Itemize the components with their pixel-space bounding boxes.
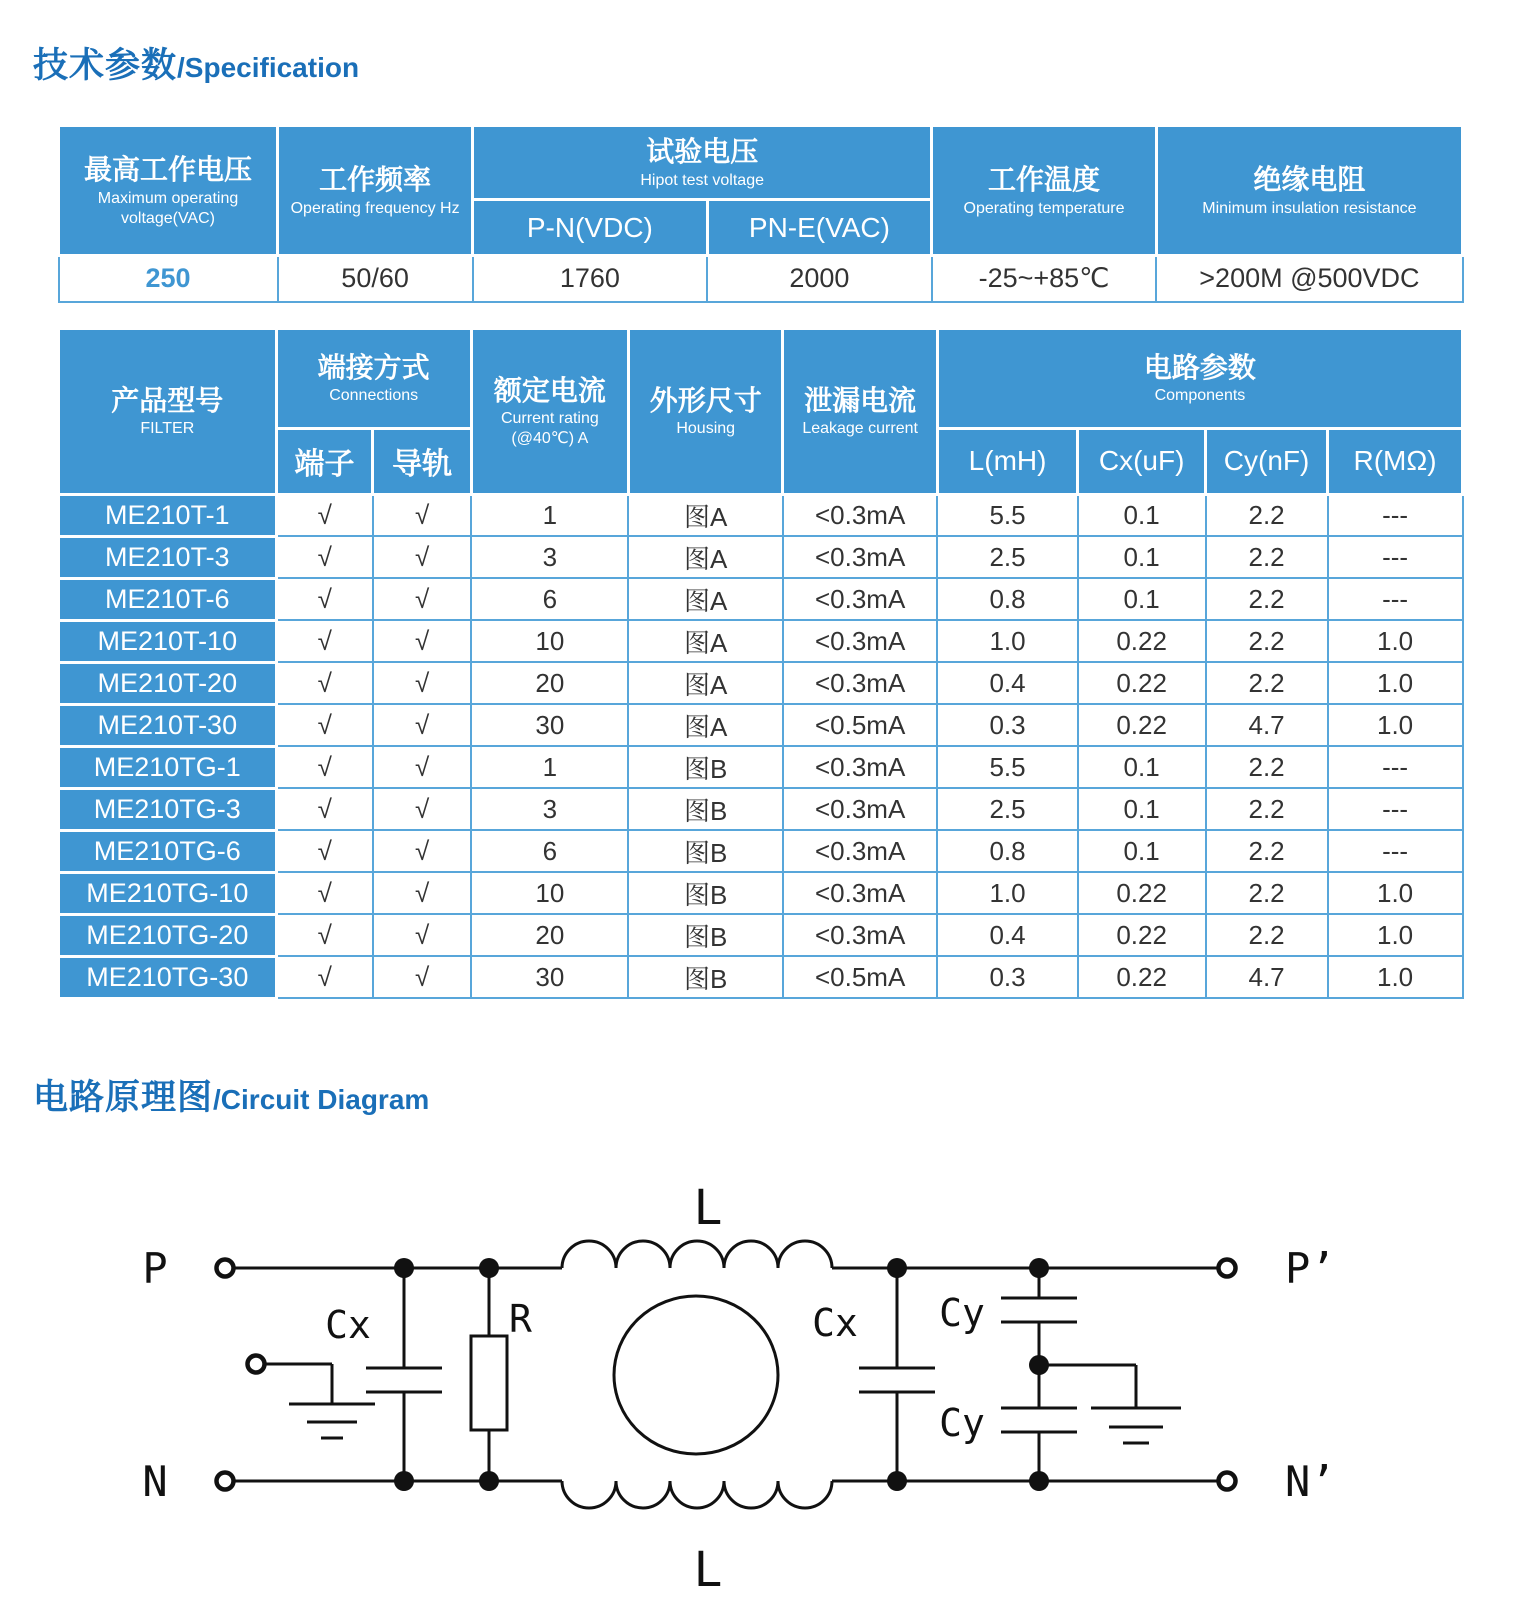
th-hipot-zh: 试验电压 — [646, 136, 759, 168]
terminal-n-out — [1219, 1472, 1236, 1489]
label-p-in: P — [142, 1243, 168, 1293]
cx-uf-cell: 0.22 — [1078, 872, 1206, 914]
l-mh-cell: 1.0 — [937, 872, 1077, 914]
terminal-check-cell: √ — [276, 536, 373, 578]
junction-dot — [1029, 1355, 1049, 1375]
leakage-current-cell: <0.3mA — [783, 830, 937, 872]
th-operating-temperature — [932, 126, 1157, 256]
model-name-cell: ME210T-20 — [59, 662, 277, 704]
l-mh-cell: 5.5 — [937, 494, 1077, 536]
model-table-row — [59, 830, 1463, 872]
junction-dot — [479, 1258, 499, 1278]
housing-cell: 图B — [628, 872, 782, 914]
circuit-title-zh: 电路原理图 — [33, 1077, 214, 1117]
terminal-p-out — [1219, 1259, 1236, 1276]
cx-uf-cell: 0.1 — [1078, 578, 1206, 620]
cx-uf-cell: 0.22 — [1078, 620, 1206, 662]
leakage-current-cell: <0.5mA — [783, 704, 937, 746]
model-table-row — [59, 578, 1463, 620]
model-name-cell: ME210TG-30 — [59, 956, 277, 998]
th-terminal: 端子 — [276, 428, 373, 494]
housing-cell: 图A — [628, 578, 782, 620]
junction-dot — [394, 1471, 414, 1491]
r-mohm-cell: --- — [1328, 536, 1463, 578]
label-cy-bottom: Cy — [939, 1400, 985, 1445]
inductor-top-coil — [562, 1241, 832, 1268]
inductor-bottom-coil — [562, 1481, 832, 1508]
current-rating-cell: 3 — [471, 788, 628, 830]
rail-check-cell: √ — [373, 704, 471, 746]
l-mh-cell: 1.0 — [937, 620, 1077, 662]
rail-check-cell: √ — [373, 620, 471, 662]
cx-uf-cell: 0.22 — [1078, 662, 1206, 704]
junction-dot — [1029, 1471, 1049, 1491]
r-mohm-cell: 1.0 — [1328, 872, 1463, 914]
label-r: R — [509, 1296, 532, 1341]
th-din-rail: 导轨 — [373, 428, 471, 494]
circuit-diagram — [60, 1146, 1521, 1600]
model-name-cell: ME210T-30 — [59, 704, 277, 746]
l-mh-cell: 0.3 — [937, 704, 1077, 746]
cx-uf-cell: 0.1 — [1078, 536, 1206, 578]
model-name-cell: ME210TG-3 — [59, 788, 277, 830]
model-name-cell: ME210T-3 — [59, 536, 277, 578]
th-temperature-en: Operating temperature — [963, 199, 1125, 217]
model-table-row — [59, 872, 1463, 914]
rail-check-cell: √ — [373, 494, 471, 536]
model-table-row — [59, 536, 1463, 578]
housing-cell: 图A — [628, 620, 782, 662]
temperature-value: -25~+85℃ — [932, 256, 1157, 302]
housing-cell: 图B — [628, 788, 782, 830]
model-table-row — [59, 956, 1463, 998]
junction-dot — [394, 1258, 414, 1278]
th-max-operating-voltage — [59, 126, 278, 256]
leakage-current-cell: <0.3mA — [783, 788, 937, 830]
terminal-earth — [248, 1355, 265, 1372]
cx-uf-cell: 0.1 — [1078, 830, 1206, 872]
rail-check-cell: √ — [373, 872, 471, 914]
cy-nf-cell: 2.2 — [1206, 872, 1328, 914]
th-insulation-en: Minimum insulation resistance — [1202, 199, 1417, 217]
rail-check-cell: √ — [373, 914, 471, 956]
cy-nf-cell: 2.2 — [1206, 788, 1328, 830]
label-l-bottom: L — [693, 1541, 723, 1598]
leakage-current-cell: <0.5mA — [783, 956, 937, 998]
model-table-row — [59, 788, 1463, 830]
model-table-row — [59, 704, 1463, 746]
circuit-section-title — [33, 1070, 1521, 1120]
th-model: 产品型号 FILTER — [59, 328, 277, 494]
leakage-current-cell: <0.3mA — [783, 872, 937, 914]
max-voltage-value: 250 — [59, 256, 278, 302]
current-rating-cell: 20 — [471, 914, 628, 956]
label-l-top: L — [693, 1179, 723, 1236]
l-mh-cell: 0.4 — [937, 914, 1077, 956]
model-name-cell: ME210TG-20 — [59, 914, 277, 956]
terminal-check-cell: √ — [276, 704, 373, 746]
junction-dot — [887, 1471, 907, 1491]
housing-cell: 图B — [628, 830, 782, 872]
th-housing: 外形尺寸 Housing — [628, 328, 782, 494]
label-p-out: P’ — [1285, 1243, 1336, 1293]
current-rating-cell: 6 — [471, 830, 628, 872]
junction-dot — [887, 1258, 907, 1278]
cy-nf-cell: 2.2 — [1206, 620, 1328, 662]
cx-uf-cell: 0.22 — [1078, 956, 1206, 998]
terminal-check-cell: √ — [276, 662, 373, 704]
rail-check-cell: √ — [373, 830, 471, 872]
cx-uf-cell: 0.1 — [1078, 788, 1206, 830]
leakage-current-cell: <0.3mA — [783, 914, 937, 956]
th-pne-vac: PN-E(VAC) — [707, 200, 932, 256]
frequency-value: 50/60 — [278, 256, 473, 302]
circuit-title-en: /Circuit Diagram — [213, 1083, 430, 1115]
model-table-row — [59, 914, 1463, 956]
cy-nf-cell: 2.2 — [1206, 536, 1328, 578]
r-mohm-cell: --- — [1328, 788, 1463, 830]
leakage-current-cell: <0.3mA — [783, 536, 937, 578]
l-mh-cell: 0.3 — [937, 956, 1077, 998]
current-rating-cell: 10 — [471, 872, 628, 914]
junction-dot — [1029, 1258, 1049, 1278]
rail-check-cell: √ — [373, 536, 471, 578]
current-rating-cell: 3 — [471, 536, 628, 578]
th-cy-nf: Cy(nF) — [1206, 428, 1328, 494]
th-operating-frequency — [278, 126, 473, 256]
cy-nf-cell: 2.2 — [1206, 662, 1328, 704]
r-mohm-cell: --- — [1328, 578, 1463, 620]
r-mohm-cell: 1.0 — [1328, 704, 1463, 746]
housing-cell: 图A — [628, 494, 782, 536]
cy-nf-cell: 2.2 — [1206, 830, 1328, 872]
resistor-body — [471, 1336, 507, 1430]
current-rating-cell: 30 — [471, 704, 628, 746]
terminal-check-cell: √ — [276, 788, 373, 830]
th-leakage-current: 泄漏电流 Leakage current — [783, 328, 937, 494]
current-rating-cell: 10 — [471, 620, 628, 662]
label-cx-left: Cx — [325, 1302, 371, 1347]
spec-title-en: /Specification — [177, 52, 360, 83]
model-table-row — [59, 662, 1463, 704]
th-max-voltage-zh: 最高工作电压 — [84, 154, 253, 186]
rail-check-cell: √ — [373, 788, 471, 830]
terminal-check-cell: √ — [276, 746, 373, 788]
th-frequency-en: Operating frequency Hz — [290, 199, 460, 217]
cy-nf-cell: 4.7 — [1206, 704, 1328, 746]
terminal-p-in — [217, 1259, 234, 1276]
cx-uf-cell: 0.22 — [1078, 914, 1206, 956]
th-hipot-test-voltage — [473, 126, 932, 200]
l-mh-cell: 0.4 — [937, 662, 1077, 704]
current-rating-cell: 20 — [471, 662, 628, 704]
th-pn-vdc: P-N(VDC) — [473, 200, 707, 256]
label-n-out: N’ — [1285, 1456, 1336, 1506]
pn-vdc-value: 1760 — [473, 256, 707, 302]
model-name-cell: ME210T-10 — [59, 620, 277, 662]
current-rating-cell: 30 — [471, 956, 628, 998]
rail-check-cell: √ — [373, 746, 471, 788]
circuit-svg — [60, 1146, 1460, 1600]
housing-cell: 图B — [628, 914, 782, 956]
rail-check-cell: √ — [373, 956, 471, 998]
th-r-mohm: R(MΩ) — [1328, 428, 1463, 494]
r-mohm-cell: 1.0 — [1328, 956, 1463, 998]
label-cx-right: Cx — [812, 1300, 858, 1345]
current-rating-cell: 1 — [471, 494, 628, 536]
model-name-cell: ME210TG-10 — [59, 872, 277, 914]
housing-cell: 图A — [628, 536, 782, 578]
model-name-cell: ME210TG-6 — [59, 830, 277, 872]
model-table — [57, 327, 1464, 1000]
junction-dot — [479, 1471, 499, 1491]
terminal-check-cell: √ — [276, 872, 373, 914]
terminal-check-cell: √ — [276, 494, 373, 536]
r-mohm-cell: --- — [1328, 494, 1463, 536]
housing-cell: 图B — [628, 746, 782, 788]
terminal-check-cell: √ — [276, 830, 373, 872]
leakage-current-cell: <0.3mA — [783, 578, 937, 620]
th-components: 电路参数 Components — [937, 328, 1462, 428]
th-frequency-zh: 工作频率 — [319, 164, 432, 196]
cx-uf-cell: 0.1 — [1078, 494, 1206, 536]
current-rating-cell: 6 — [471, 578, 628, 620]
th-l-mh: L(mH) — [937, 428, 1077, 494]
th-insulation-resistance — [1156, 126, 1462, 256]
cy-nf-cell: 2.2 — [1206, 914, 1328, 956]
cx-uf-cell: 0.22 — [1078, 704, 1206, 746]
th-temperature-zh: 工作温度 — [988, 164, 1101, 196]
model-table-row — [59, 620, 1463, 662]
terminal-n-in — [217, 1472, 234, 1489]
cy-nf-cell: 2.2 — [1206, 746, 1328, 788]
spec-title-zh: 技术参数 — [33, 46, 178, 85]
current-rating-cell: 1 — [471, 746, 628, 788]
cy-nf-cell: 4.7 — [1206, 956, 1328, 998]
cy-nf-cell: 2.2 — [1206, 494, 1328, 536]
housing-cell: 图A — [628, 704, 782, 746]
r-mohm-cell: 1.0 — [1328, 662, 1463, 704]
housing-cell: 图B — [628, 956, 782, 998]
leakage-current-cell: <0.3mA — [783, 662, 937, 704]
l-mh-cell: 2.5 — [937, 536, 1077, 578]
insulation-value: >200M @500VDC — [1156, 256, 1462, 302]
r-mohm-cell: 1.0 — [1328, 914, 1463, 956]
l-mh-cell: 0.8 — [937, 830, 1077, 872]
terminal-check-cell: √ — [276, 620, 373, 662]
label-cy-top: Cy — [939, 1290, 985, 1335]
r-mohm-cell: --- — [1328, 830, 1463, 872]
terminal-check-cell: √ — [276, 914, 373, 956]
r-mohm-cell: 1.0 — [1328, 620, 1463, 662]
l-mh-cell: 5.5 — [937, 746, 1077, 788]
leakage-current-cell: <0.3mA — [783, 620, 937, 662]
rail-check-cell: √ — [373, 662, 471, 704]
th-current-rating: 额定电流 Current rating (@40℃) A — [471, 328, 628, 494]
spec-values-row — [59, 256, 1463, 302]
th-connections: 端接方式 Connections — [276, 328, 471, 428]
th-cx-uf: Cx(uF) — [1078, 428, 1206, 494]
model-name-cell: ME210TG-1 — [59, 746, 277, 788]
pne-vac-value: 2000 — [707, 256, 932, 302]
cy-nf-cell: 2.2 — [1206, 578, 1328, 620]
leakage-current-cell: <0.3mA — [783, 494, 937, 536]
model-name-cell: ME210T-6 — [59, 578, 277, 620]
model-table-row — [59, 494, 1463, 536]
l-mh-cell: 0.8 — [937, 578, 1077, 620]
th-max-voltage-en: Maximum operating voltage(VAC) — [97, 189, 239, 227]
th-insulation-zh: 绝缘电阻 — [1253, 164, 1366, 196]
cx-uf-cell: 0.1 — [1078, 746, 1206, 788]
terminal-check-cell: √ — [276, 578, 373, 620]
toroid-core — [614, 1296, 778, 1454]
r-mohm-cell: --- — [1328, 746, 1463, 788]
model-name-cell: ME210T-1 — [59, 494, 277, 536]
spec-table — [57, 124, 1464, 303]
th-hipot-en: Hipot test voltage — [640, 171, 764, 189]
l-mh-cell: 2.5 — [937, 788, 1077, 830]
model-table-row — [59, 746, 1463, 788]
rail-check-cell: √ — [373, 578, 471, 620]
spec-section-title — [33, 0, 1521, 88]
housing-cell: 图A — [628, 662, 782, 704]
label-n-in: N — [142, 1456, 168, 1506]
terminal-check-cell: √ — [276, 956, 373, 998]
leakage-current-cell: <0.3mA — [783, 746, 937, 788]
